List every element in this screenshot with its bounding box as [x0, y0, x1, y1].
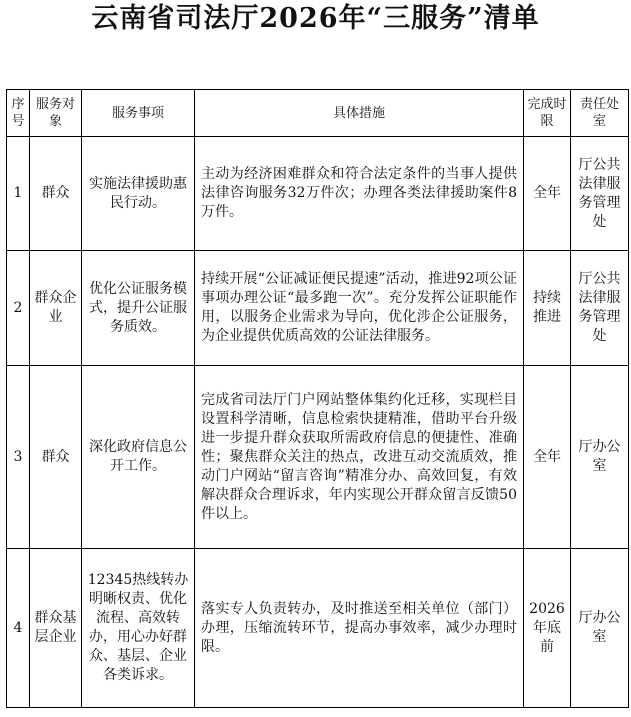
cell-office: 厅公共法律服务管理处: [571, 251, 629, 366]
cell-target: 群众企业: [30, 251, 82, 366]
table-header-row: [7, 90, 629, 137]
cell-measure: 落实专人负责转办，及时推送至相关单位（部门）办理，压缩流转环节，提高办事效率，减少办理时限。: [195, 549, 524, 708]
cell-target: 群众基层企业: [30, 549, 82, 708]
service-list-table: [6, 89, 629, 708]
header-office: 责任处室: [571, 90, 629, 137]
cell-time: 全年: [524, 366, 571, 549]
cell-office: 厅办公室: [571, 366, 629, 549]
table-row: [7, 137, 629, 251]
cell-item: 12345热线转办明晰权责、优化流程、高效转办，用心办好群众、基层、企业各类诉求。: [82, 549, 195, 708]
cell-measure: 持续开展“公证减证便民提速”活动，推进92项公证事项办理公证“最多跑一次”。充分发挥公证职能作用，以服务企业需求为导向，优化涉企公证服务，为企业提供优质高效的公证法律服务。: [195, 251, 524, 366]
header-item: 服务事项: [82, 90, 195, 137]
header-target: 服务对象: [30, 90, 82, 137]
table-row: [7, 366, 629, 549]
cell-item: 实施法律援助惠民行动。: [82, 137, 195, 251]
cell-no: 1: [7, 137, 30, 251]
document-title: 云南省司法厅2026年“三服务”清单: [91, 3, 540, 34]
cell-item: 深化政府信息公开工作。: [82, 366, 195, 549]
cell-no: 3: [7, 366, 30, 549]
cell-office: 厅公共法律服务管理处: [571, 137, 629, 251]
table-row: [7, 549, 629, 708]
header-time: 完成时限: [524, 90, 571, 137]
table-row: [7, 251, 629, 366]
cell-office: 厅办公室: [571, 549, 629, 708]
cell-no: 4: [7, 549, 30, 708]
cell-target: 群众: [30, 366, 82, 549]
cell-measure: 完成省司法厅门户网站整体集约化迁移，实现栏目设置科学清晰，信息检索快捷精准，借助平台升级进一步提升群众获取所需政府信息的便捷性、准确性；聚焦群众关注的热点，改进互动交流质效，推动门户网站“留言咨询”精准分办、高效回复，有效解决群众合理诉求，年内实现公开群众留言反馈50件以上。: [195, 366, 524, 549]
cell-time: 全年: [524, 137, 571, 251]
cell-time: 2026年底前: [524, 549, 571, 708]
header-no: 序号: [7, 90, 30, 137]
cell-measure: 主动为经济困难群众和符合法定条件的当事人提供法律咨询服务32万件次；办理各类法律援助案件8万件。: [195, 137, 524, 251]
cell-time: 持续推进: [524, 251, 571, 366]
cell-no: 2: [7, 251, 30, 366]
cell-target: 群众: [30, 137, 82, 251]
cell-item: 优化公证服务模式，提升公证服务质效。: [82, 251, 195, 366]
header-measure: 具体措施: [195, 90, 524, 137]
